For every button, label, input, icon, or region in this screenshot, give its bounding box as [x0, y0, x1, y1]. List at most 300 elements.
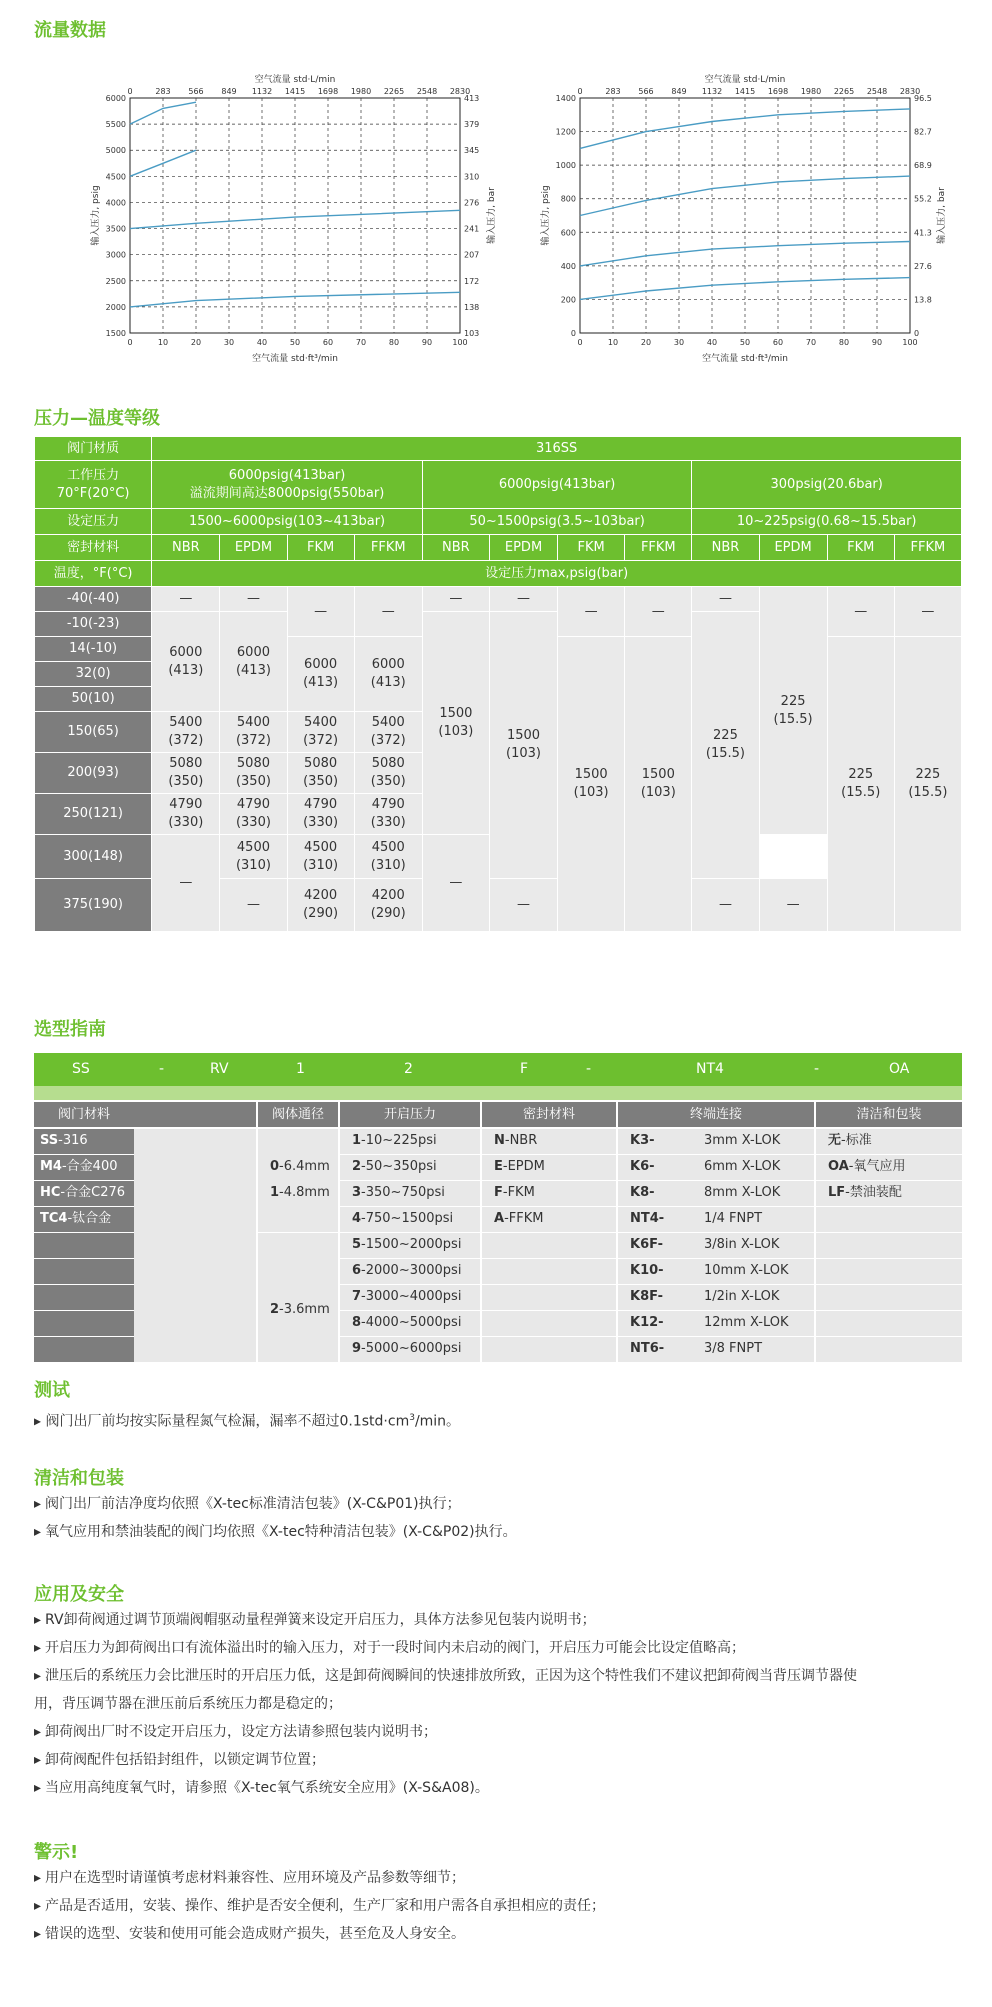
code-bar-strip: [34, 1086, 962, 1100]
x-axis-label: 空气流量 std·ft³/min: [702, 354, 788, 364]
section-title-safety: 应用及安全: [34, 1584, 124, 1605]
y2-tick-label: 241: [464, 224, 480, 234]
pressure-option-code: 2: [352, 1159, 362, 1174]
end-option-desc: 10mm X-LOK: [704, 1263, 789, 1278]
size-option-code: 2: [270, 1302, 280, 1317]
y-tick-label: 3000: [105, 250, 126, 260]
list-item: [34, 1662, 964, 1690]
y-tick-label: 1500: [105, 329, 126, 338]
material-cell: [34, 1337, 134, 1362]
section-title-pressure-temperature: 压力—温度等级: [34, 408, 160, 429]
value-number: 225: [713, 728, 738, 743]
pressure-option-desc: -1500~2000psi: [361, 1237, 462, 1252]
header-end: 终端连接: [618, 1102, 814, 1127]
pressure-option-code: 6: [352, 1263, 362, 1278]
value-number: 5400: [371, 715, 405, 730]
y2-tick-label: 41.3: [914, 228, 932, 238]
material-name: -钛合金: [67, 1211, 112, 1226]
end-option-desc: 3/8in X-LOK: [704, 1237, 780, 1252]
value-cell: —: [152, 587, 220, 612]
value-number: 5080: [169, 756, 203, 771]
pressure-option-desc: -2000~3000psi: [361, 1263, 462, 1278]
value-number: 1500: [574, 767, 608, 782]
list-item: [34, 1718, 964, 1746]
row-label-set-pressure: 设定压力: [35, 509, 152, 535]
list-item-text: 错误的选型、安装和使用可能会造成财产损失，甚至危及人身安全。: [45, 1926, 466, 1942]
working-1b: 溢流期间高达8000psig(550bar): [189, 485, 385, 501]
pressure-option: [352, 1128, 437, 1154]
x2-tick-label: 1132: [251, 87, 273, 96]
flow-chart-high: [60, 75, 497, 388]
x-axis-label: 空气流量 std·ft³/min: [252, 354, 338, 364]
value-number: 6000: [304, 657, 338, 672]
seal-cell: [482, 1285, 616, 1310]
working-label: 工作压力: [67, 467, 120, 483]
value-cell: —: [625, 587, 692, 637]
y2-axis-label: 输入压力, bar: [937, 187, 947, 244]
x2-tick-label: 1980: [350, 87, 372, 96]
value-cell: [692, 612, 759, 879]
value-cell: [354, 753, 422, 794]
list-item-text: 当应用高纯度氧气时，请参照《X-tec氧气系统安全应用》(X-S&A08)。: [45, 1780, 489, 1796]
max-pressure-label: 设定压力max,psig(bar): [152, 561, 962, 587]
pressure-option-desc: -10~225psi: [361, 1133, 437, 1148]
x2-tick-label: 0: [127, 87, 133, 96]
y-tick-label: 4000: [105, 198, 126, 208]
list-item-text: 泄压后的系统压力会比泄压时的开启压力低，这是卸荷阀瞬间的快速排放所致，正因为这个特性我们不建议把卸荷阀当背压调节器使: [45, 1668, 858, 1684]
y-tick-label: 3500: [105, 224, 126, 234]
pressure-option-desc: -750~1500psi: [361, 1211, 454, 1226]
y-tick-label: 200: [560, 295, 576, 305]
material-value: 316SS: [152, 437, 962, 461]
working-pressure-2: 6000psig(413bar): [422, 461, 692, 509]
seal-cell: FKM: [558, 535, 625, 561]
seal-option: [494, 1206, 543, 1232]
x2-tick-label: 1415: [284, 87, 306, 96]
flow-chart-low-svg: [510, 75, 947, 388]
temp-label: 14(-10): [35, 637, 152, 662]
clean-cell: [816, 1233, 962, 1258]
end-option-code: K12-: [630, 1315, 664, 1330]
y-tick-label: 600: [560, 228, 576, 238]
end-option-desc: 3/8 FNPT: [704, 1341, 763, 1356]
list-item: [34, 1774, 964, 1802]
end-option-desc: 6mm X-LOK: [704, 1159, 781, 1174]
pressure-option: [352, 1258, 461, 1284]
size-option-desc: -3.6mm: [279, 1302, 330, 1317]
pressure-option-desc: -50~350psi: [361, 1159, 437, 1174]
bullet-icon: ▸: [34, 1870, 42, 1886]
end-option-code: K8F-: [630, 1289, 663, 1304]
seal-cell: NBR: [152, 535, 220, 561]
seal-option-code: A: [494, 1211, 505, 1226]
seal-cell: NBR: [422, 535, 489, 561]
end-option-code: K10-: [630, 1263, 664, 1278]
value-bar: (350): [235, 774, 271, 789]
value-number: 6000: [236, 644, 270, 660]
pressure-option-desc: -5000~6000psi: [361, 1341, 462, 1356]
value-cell: —: [220, 587, 287, 612]
temp-label: 250(121): [35, 794, 152, 835]
header-seal: 密封材料: [482, 1102, 616, 1127]
material-code: M4: [40, 1159, 62, 1174]
clean-option-desc: -氧气应用: [848, 1159, 906, 1174]
value-number: 1500: [641, 767, 675, 782]
value-cell: [287, 637, 354, 712]
value-cell: —: [422, 587, 489, 612]
row-label-temperature: 温度，°F(°C): [35, 561, 152, 587]
x2-tick-label: 1415: [734, 87, 756, 96]
end-option: [630, 1310, 789, 1336]
x2-tick-label: 566: [638, 87, 654, 96]
material-option: [40, 1206, 111, 1232]
set-pressure-3: 10~225psig(0.68~15.5bar): [692, 509, 962, 535]
value-number: 4500: [236, 839, 270, 855]
x-tick-label: 20: [190, 338, 202, 347]
material-option: [40, 1180, 125, 1206]
pressure-option: [352, 1154, 437, 1180]
code-pressure: 2: [404, 1061, 413, 1077]
bullet-icon: ▸: [34, 1926, 42, 1942]
list-item-text: 氧气应用和禁油装配的阀门均依照《X-tec特种清洁包装》(X-C&P02)执行。: [45, 1524, 517, 1540]
x2-tick-label: 2830: [899, 87, 921, 96]
list-item: [34, 1634, 964, 1662]
clean-cell: [816, 1285, 962, 1310]
working-temp: 70°F(20°C): [56, 485, 130, 501]
value-bar: (330): [303, 815, 339, 830]
list-item-text: 卸荷阀出厂时不设定开启压力，设定方法请参照包装内说明书；: [45, 1724, 438, 1740]
y-tick-label: 6000: [105, 94, 126, 103]
code-dash: -: [159, 1061, 165, 1077]
end-option-desc: 8mm X-LOK: [704, 1185, 781, 1200]
end-option: [630, 1258, 789, 1284]
seal-cell: EPDM: [220, 535, 287, 561]
value-cell: —: [558, 587, 625, 637]
value-number: 5400: [304, 715, 338, 730]
value-number: 5400: [169, 715, 203, 730]
seal-option-code: F: [494, 1185, 503, 1200]
value-cell: [827, 637, 894, 932]
value-bar: (290): [370, 906, 406, 921]
pressure-temperature-table: [34, 436, 962, 932]
x2-tick-label: 283: [155, 87, 171, 96]
value-bar: (350): [303, 774, 339, 789]
pressure-option: [352, 1284, 461, 1310]
end-option: [630, 1154, 780, 1180]
safety-list: [34, 1606, 964, 1802]
end-option-code: K8-: [630, 1185, 655, 1200]
size-option-code: 0: [270, 1159, 280, 1174]
value-bar: (372): [303, 733, 339, 748]
value-cell: [287, 712, 354, 753]
value-cell: [354, 794, 422, 835]
size-option-code: 1: [270, 1185, 280, 1200]
value-bar: (413): [303, 675, 339, 690]
y2-tick-label: 96.5: [914, 94, 932, 103]
value-bar: (103): [438, 724, 474, 739]
list-item-text: 产品是否适用，安装、操作、维护是否安全便利，生产厂家和用户需各自承担相应的责任；: [45, 1898, 606, 1914]
value-number: 4500: [371, 839, 405, 855]
bullet-icon: ▸: [34, 1724, 42, 1740]
clean-cell: [816, 1259, 962, 1284]
bullet-icon: ▸: [34, 1496, 42, 1512]
value-cell: —: [894, 587, 961, 637]
bullet-icon: ▸: [34, 1668, 42, 1684]
value-bar: (310): [235, 857, 271, 873]
value-cell: [894, 637, 961, 932]
value-cell: —: [489, 587, 557, 612]
value-cell: [152, 794, 220, 835]
value-bar: (290): [303, 906, 339, 921]
flow-chart-high-svg: [60, 75, 497, 388]
material-cell: [34, 1285, 134, 1310]
spacer-cell: [134, 1129, 256, 1362]
bullet-icon: ▸: [34, 1413, 42, 1430]
bullet-icon: ▸: [34, 1780, 42, 1796]
end-option: [630, 1206, 762, 1232]
x-tick-label: 10: [157, 338, 169, 347]
size-option-desc: -4.8mm: [279, 1185, 330, 1200]
value-bar: (15.5): [705, 746, 745, 761]
test-text-end: /min。: [414, 1413, 461, 1430]
set-pressure-2: 50~1500psig(3.5~103bar): [422, 509, 692, 535]
y2-tick-label: 138: [464, 302, 480, 312]
row-label-material: 阀门材质: [35, 437, 152, 461]
warning-list: [34, 1864, 964, 1948]
pressure-option: [352, 1180, 445, 1206]
size-option: [270, 1297, 330, 1323]
value-cell: [220, 753, 287, 794]
end-option-desc: 3mm X-LOK: [704, 1133, 781, 1148]
size-option: [270, 1154, 330, 1180]
x-tick-label: 100: [452, 338, 468, 347]
x2-tick-label: 849: [221, 87, 237, 96]
material-code: TC4: [40, 1211, 68, 1226]
list-item: [34, 1606, 964, 1634]
pressure-option: [352, 1232, 461, 1258]
code-material: SS: [72, 1061, 90, 1077]
end-option-code: NT4-: [630, 1211, 665, 1226]
value-number: 4790: [236, 797, 270, 812]
value-bar: (103): [573, 785, 609, 800]
value-cell: —: [489, 879, 557, 932]
value-number: 225: [848, 767, 874, 782]
end-option-code: NT6-: [630, 1341, 665, 1356]
seal-cell: EPDM: [759, 535, 827, 561]
value-bar: (103): [506, 746, 541, 761]
value-cell: [152, 712, 220, 753]
material-cell: [34, 1311, 134, 1336]
y-tick-label: 1200: [555, 127, 576, 137]
test-text: 阀门出厂前均按实际量程氮气检漏，漏率不超过0.1std·cm: [45, 1413, 410, 1430]
value-number: 5080: [304, 756, 338, 771]
seal-option-code: E: [494, 1159, 503, 1174]
pressure-option-desc: -4000~5000psi: [361, 1315, 462, 1330]
value-cell: [759, 587, 827, 835]
seal-cell: [482, 1233, 616, 1258]
working-1a: 6000psig(413bar): [228, 467, 346, 483]
y2-tick-label: 310: [464, 172, 480, 182]
y2-tick-label: 13.8: [914, 295, 932, 305]
x-tick-label: 60: [322, 338, 334, 347]
value-bar: (413): [168, 662, 204, 678]
end-option: [630, 1232, 779, 1258]
y-axis-label: 输入压力, psig: [91, 185, 101, 246]
value-cell: —: [692, 587, 759, 612]
pressure-option-code: 4: [352, 1211, 362, 1226]
pressure-option-code: 9: [352, 1341, 362, 1356]
pressure-option-code: 3: [352, 1185, 362, 1200]
clean-option-code: LF: [828, 1185, 846, 1200]
x-tick-label: 70: [805, 338, 817, 347]
material-option: [40, 1154, 118, 1180]
section-title-warning: 警示!: [34, 1842, 79, 1863]
value-bar: (350): [168, 774, 204, 789]
header-spacer: [134, 1102, 256, 1127]
y-tick-label: 2000: [105, 302, 126, 312]
x2-tick-label: 2265: [833, 87, 855, 96]
list-item-text: 阀门出厂前洁净度均依照《X-tec标准清洁包装》(X-C&P01)执行；: [45, 1496, 461, 1512]
y2-tick-label: 413: [464, 94, 480, 103]
end-option: [630, 1128, 780, 1154]
code-end: NT4: [696, 1061, 724, 1077]
y-axis-label: 输入压力, psig: [541, 185, 551, 246]
x2-tick-label: 0: [577, 87, 583, 96]
x2-tick-label: 2548: [866, 87, 888, 96]
end-option-code: K3-: [630, 1133, 655, 1148]
x2-tick-label: 283: [605, 87, 621, 96]
end-option-code: K6-: [630, 1159, 655, 1174]
x2-tick-label: 849: [671, 87, 687, 96]
value-cell: [287, 879, 354, 932]
y2-tick-label: 0: [914, 329, 920, 338]
value-number: 5400: [236, 715, 270, 730]
list-item-text: 用，背压调节器在泄压前后系统压力都是稳定的；: [34, 1696, 342, 1712]
clean-option-desc: -禁油装配: [845, 1185, 902, 1200]
value-cell: —: [692, 879, 759, 932]
seal-option-code: N: [494, 1133, 505, 1148]
end-option-desc: 12mm X-LOK: [704, 1315, 789, 1330]
value-number: 5080: [236, 756, 270, 771]
y-tick-label: 1000: [555, 161, 576, 171]
x-tick-label: 40: [256, 338, 268, 347]
bullet-icon: ▸: [34, 1612, 42, 1628]
value-bar: (330): [370, 815, 406, 830]
y2-tick-label: 55.2: [914, 194, 932, 204]
pressure-option: [352, 1336, 461, 1362]
seal-cell: FFKM: [894, 535, 961, 561]
value-bar: (15.5): [841, 785, 881, 800]
header-material: 阀门材料: [34, 1102, 134, 1127]
x-tick-label: 50: [739, 338, 751, 347]
value-cell: [354, 835, 422, 879]
x-tick-label: 40: [706, 338, 718, 347]
seal-cell: [482, 1259, 616, 1284]
value-cell: —: [287, 587, 354, 637]
x-tick-label: 0: [127, 338, 133, 347]
x2-tick-label: 1698: [767, 87, 789, 96]
value-cell: [152, 612, 220, 712]
clean-cell: [816, 1311, 962, 1336]
clean-option-code: OA: [828, 1159, 849, 1174]
end-option-desc: 1/4 FNPT: [704, 1211, 763, 1226]
y-tick-label: 5500: [105, 120, 126, 130]
list-item: [34, 1864, 964, 1892]
value-bar: (372): [370, 733, 406, 748]
x-tick-label: 80: [388, 338, 400, 347]
header-clean: 清洁和包装: [816, 1102, 962, 1127]
value-bar: (413): [235, 662, 271, 678]
value-cell: [354, 637, 422, 712]
clean-cell: [816, 1337, 962, 1362]
pressure-option-code: 8: [352, 1315, 362, 1330]
value-cell: [220, 612, 287, 712]
x-tick-label: 90: [871, 338, 883, 347]
section-title-flow: 流量数据: [34, 20, 106, 41]
list-item-text: 开启压力为卸荷阀出口有流体溢出时的输入压力，对于一段时间内未启动的阀门，开启压力可能会比设定值略高；: [45, 1640, 746, 1656]
material-option: [40, 1128, 88, 1154]
seal-option-desc: -EPDM: [502, 1159, 545, 1174]
seal-cell: NBR: [692, 535, 759, 561]
y2-tick-label: 276: [464, 198, 480, 208]
value-number: 6000: [169, 644, 203, 660]
end-option-desc: 1/2in X-LOK: [704, 1289, 780, 1304]
y2-tick-label: 82.7: [914, 127, 932, 137]
code-clean: OA: [889, 1061, 910, 1077]
selection-grid: [34, 1102, 962, 1360]
value-bar: (15.5): [773, 711, 813, 727]
y2-tick-label: 103: [464, 329, 480, 338]
bullet-icon: ▸: [34, 1752, 42, 1768]
clean-option-code: 无: [828, 1133, 842, 1148]
x-tick-label: 70: [355, 338, 367, 347]
value-cell: [489, 612, 557, 879]
seal-option: [494, 1128, 537, 1154]
list-item: [34, 1746, 964, 1774]
pressure-option-code: 1: [352, 1133, 362, 1148]
x2-tick-label: 2830: [449, 87, 471, 96]
value-bar: (310): [303, 857, 339, 873]
test-superscript: 3: [409, 1413, 415, 1423]
list-item: [34, 1518, 964, 1546]
code-dash: -: [814, 1061, 820, 1077]
y2-tick-label: 379: [464, 120, 480, 130]
value-cell: [220, 835, 287, 879]
value-cell: [220, 794, 287, 835]
header-size: 阀体通径: [258, 1102, 338, 1127]
list-item: [34, 1892, 964, 1920]
y2-tick-label: 345: [464, 146, 480, 156]
test-paragraph: [34, 1404, 964, 1436]
value-bar: (330): [235, 815, 271, 830]
x2-tick-label: 2265: [383, 87, 405, 96]
y-tick-label: 1400: [555, 94, 576, 103]
bullet-icon: ▸: [34, 1640, 42, 1656]
value-cell: —: [827, 587, 894, 637]
pressure-option-desc: -350~750psi: [361, 1185, 445, 1200]
y-tick-label: 4500: [105, 172, 126, 182]
y2-tick-label: 172: [464, 276, 480, 286]
seal-cell: FFKM: [625, 535, 692, 561]
value-number: 225: [780, 693, 806, 709]
set-pressure-1: 1500~6000psig(103~413bar): [152, 509, 423, 535]
temp-label: -40(-40): [35, 587, 152, 612]
value-cell: [558, 637, 625, 932]
pressure-option: [352, 1206, 453, 1232]
x-tick-label: 80: [838, 338, 850, 347]
y2-tick-label: 207: [464, 250, 480, 260]
section-title-clean: 清洁和包装: [34, 1468, 124, 1489]
